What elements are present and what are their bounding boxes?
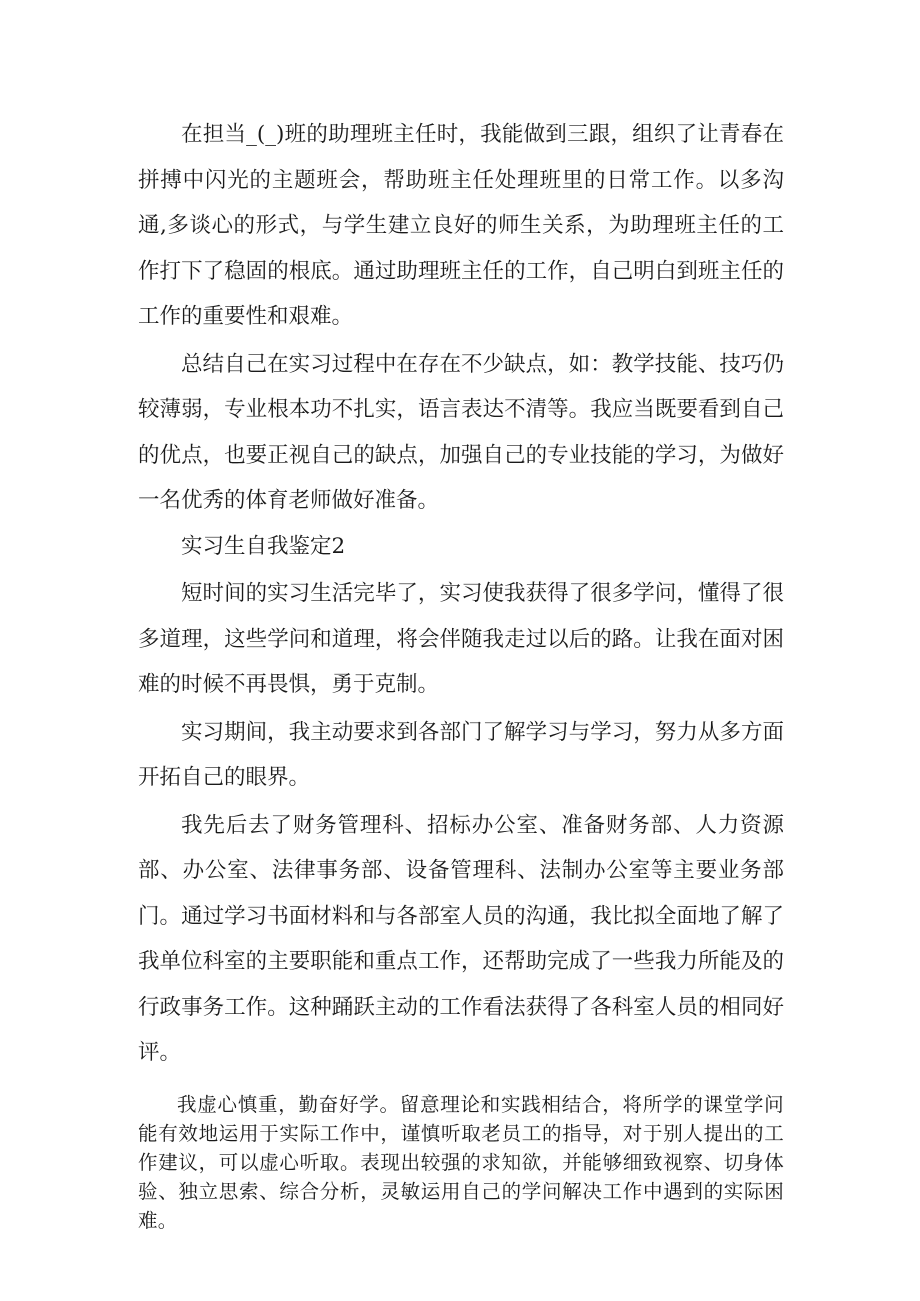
paragraph-internship-ended: 短时间的实习生活完毕了，实习使我获得了很多学问，懂得了很多道理，这些学问和道理，将会伴随我走过以后的路。让我在面对困难的时候不再畏惧，勇于克制。 bbox=[138, 581, 784, 697]
paragraph-departments-visited: 我先后去了财务管理科、招标办公室、准备财务部、人力资源部、办公室、法律事务部、设备管理科、法制办公室等主要业务部门。通过学习书面材料和与各部室人员的沟通，我比拟全面地了解了我单位科室的主要职能和重点工作，还帮助完成了一些我力所能及的行政事务工作。这种踊跃主动的工作看法获得了各科室人员的相同好评。 bbox=[138, 812, 784, 1065]
document-body bbox=[138, 112, 784, 1235]
section-title: 实习生自我鉴定2 bbox=[181, 533, 346, 559]
paragraph-shortcomings-summary: 总结自己在实习过程中在存在不少缺点，如：教学技能、技巧仍较薄弱，专业根本功不扎实，语言表达不清等。我应当既要看到自己的优点，也要正视自己的缺点，加强自己的专业技能的学习，为做好一名优秀的体育老师做好准备。 bbox=[138, 351, 784, 513]
paragraph-department-learning: 实习期间，我主动要求到各部门了解学习与学习，努力从多方面开拓自己的眼界。 bbox=[138, 719, 784, 790]
paragraph-attitude: 我虚心慎重，勤奋好学。留意理论和实践相结合，将所学的课堂学问能有效地运用于实际工作中，谨慎听取老员工的指导，对于别人提出的工作建议，可以虚心听取。表现出较强的求知欲，并能够细致视察、切身体验、独立思索、综合分析，灵敏运用自己的学问解决工作中遇到的实际困难。 bbox=[138, 1092, 784, 1232]
paragraph-assistant-head-teacher: 在担当_(_)班的助理班主任时，我能做到三跟，组织了让青春在拼搏中闪光的主题班会，帮助班主任处理班里的日常工作。以多沟通,多谈心的形式，与学生建立良好的师生关系，为助理班主任的工作打下了稳固的根底。通过助理班主任的工作，自己明白到班主任的工作的重要性和艰难。 bbox=[138, 122, 784, 329]
